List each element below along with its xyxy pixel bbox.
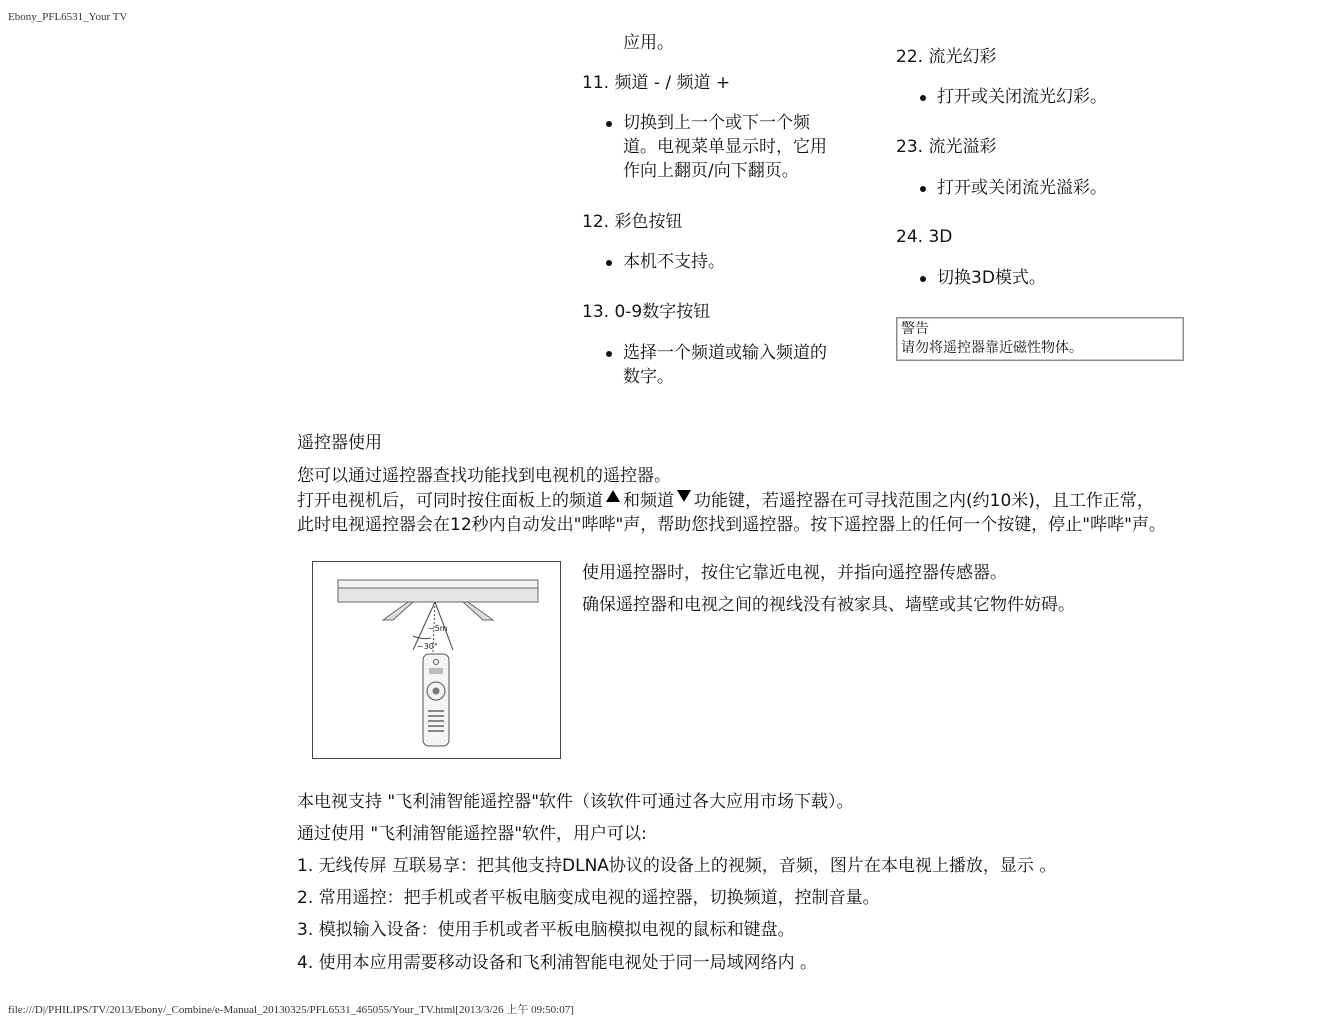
- continued-text: 应用。: [623, 33, 674, 53]
- para-2-part-a: 打开电视机后，可同时按住面板上的频道: [297, 491, 603, 511]
- item-23-title: 23. 流光溢彩: [896, 137, 997, 157]
- item-11-line-3: 作向上翻页/向下翻页。: [623, 161, 799, 181]
- app-feature-1: 1. 无线传屏 互联易享：把其他支持DLNA协议的设备上的视频，音频，图片在本电视上播放，显示 。: [297, 856, 1057, 876]
- distance-label: ~5m: [428, 624, 448, 633]
- para-2-part-c: 功能键，若遥控器在可寻找范围之内(约10米)，且工作正常，: [694, 491, 1154, 511]
- usage-line-2: 确保遥控器和电视之间的视线没有被家具、墙壁或其它物件妨碍。: [582, 595, 1075, 615]
- item-22-line: 打开或关闭流光幻彩。: [937, 87, 1107, 107]
- warning-box: [896, 317, 1184, 361]
- app-feature-3: 3. 模拟输入设备：使用手机或者平板电脑模拟电视的鼠标和键盘。: [297, 920, 795, 940]
- channel-up-icon: [606, 490, 620, 502]
- usage-line-1: 使用遥控器时，按住它靠近电视，并指向遥控器传感器。: [582, 563, 1007, 583]
- item-11-line-1: 切换到上一个或下一个频: [623, 113, 810, 133]
- item-11-title: 11. 频道 - / 频道 +: [582, 73, 731, 93]
- item-24-line: 切换3D模式。: [937, 268, 1046, 288]
- section-para-1: 您可以通过遥控器查找功能找到电视机的遥控器。: [297, 466, 671, 486]
- page-header-title: Ebony_PFL6531_Your TV: [8, 11, 128, 23]
- app-feature-4: 4. 使用本应用需要移动设备和飞利浦智能电视处于同一局域网络内 。: [297, 953, 818, 973]
- warning-text: 请勿将遥控器靠近磁性物体。: [901, 340, 1083, 356]
- item-13-title: 13. 0-9数字按钮: [582, 302, 711, 322]
- item-24-title: 24. 3D: [896, 227, 953, 247]
- section-para-2: [297, 489, 1154, 513]
- tv-remote-illustration: [313, 562, 560, 758]
- item-12-title: 12. 彩色按钮: [582, 212, 683, 232]
- section-heading: 遥控器使用: [297, 433, 382, 453]
- channel-down-icon: [677, 490, 691, 502]
- page-footer-path: file:///D|/PHILIPS/TV/2013/Ebony/_Combine/e-Manual_20130325/PFL6531_465055/Your_TV.html[2013/3/26 上午 09:50:07]: [8, 1004, 574, 1016]
- app-line-1: 本电视支持 "飞利浦智能遥控器"软件（该软件可通过各大应用市场下载）。: [297, 792, 854, 812]
- app-line-2: 通过使用 "飞利浦智能遥控器"软件，用户可以:: [297, 824, 647, 844]
- item-13-line-2: 数字。: [623, 367, 674, 387]
- item-23-line: 打开或关闭流光溢彩。: [937, 178, 1107, 198]
- item-22-title: 22. 流光幻彩: [896, 47, 997, 67]
- para-2-part-b: 和频道: [623, 491, 674, 511]
- app-feature-2: 2. 常用遥控：把手机或者平板电脑变成电视的遥控器，切换频道，控制音量。: [297, 888, 880, 908]
- angle-label: ~30°: [417, 642, 438, 651]
- item-11-line-2: 道。电视菜单显示时，它用: [623, 137, 827, 157]
- section-para-3: 此时电视遥控器会在12秒内自动发出"哔哔"声，帮助您找到遥控器。按下遥控器上的任何一个按键，停止"哔哔"声。: [297, 515, 1166, 535]
- item-13-line-1: 选择一个频道或输入频道的: [623, 343, 827, 363]
- warning-title: 警告: [901, 321, 929, 337]
- item-12-line: 本机不支持。: [623, 252, 725, 272]
- remote-usage-figure: [312, 561, 561, 759]
